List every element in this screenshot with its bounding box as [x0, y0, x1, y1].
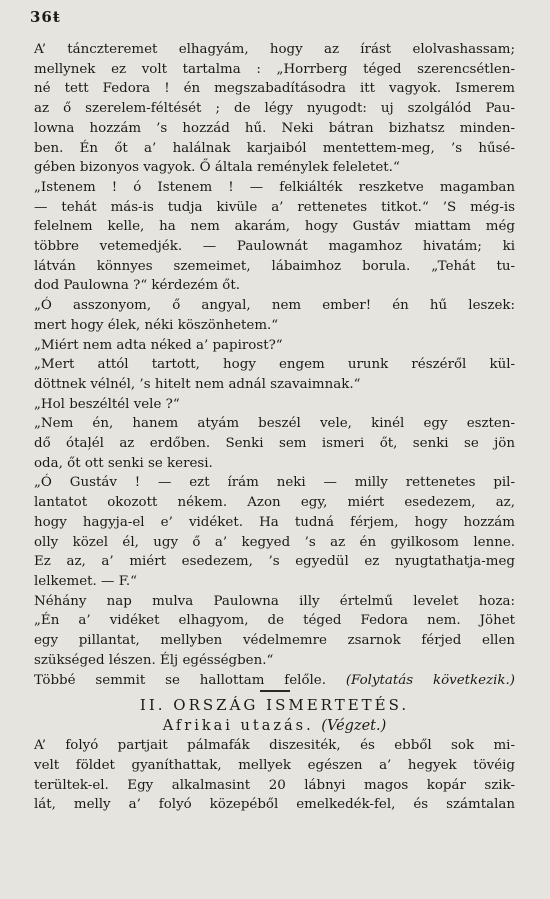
text-line: hogy hagyja-el e’ vidéket. Ha tudná férjem, hogy hozzám — [34, 514, 515, 530]
text-line: Ez az, a’ miért esedezem, ’s egyedül ez nyugtathatja-meg — [34, 554, 515, 570]
closing-line — [34, 671, 515, 691]
subheading-text: Afrikai utazás. — [162, 718, 322, 735]
text-line: többre vetemedjék. — Paulownát magamhoz hivatám; ki — [34, 239, 515, 255]
text-line: „Istenem ! ó Istenem ! — felkiálték reszketve magamban — [34, 179, 515, 195]
text-line: dod Paulowna ?“ kérdezém őt. — [34, 278, 240, 294]
page-body — [34, 40, 515, 815]
text-line: „Hol beszéltél vele ?“ — [34, 396, 180, 412]
text-line: né tett Fedora ! én megszabadításodra itt vagyok. Ismerem — [34, 81, 515, 97]
text-line: oda, őt ott senki se keresi. — [34, 455, 213, 471]
text-line: lowna hozzám ’s hozzád hű. Neki bátran bizhatsz minden- — [34, 120, 515, 136]
page-number: 36ŧ — [30, 8, 61, 26]
text-line: „Ó Gustáv ! — ezt írám neki — milly rettenetes pil- — [34, 475, 515, 491]
text-line: — tehát más-is tudja kivüle a’ rettenetes titkot.“ ’S még-is — [34, 199, 515, 215]
text-line: A’ folyó partjait pálmafák diszesiték, és ebből sok mi- — [34, 738, 515, 754]
text-line: lelkemet. — F.“ — [34, 573, 137, 589]
text-line: Néhány nap mulva Paulowna illy értelmű levelet hoza: — [34, 593, 515, 609]
handwritten-subheading-note: (Végzet.) — [321, 718, 387, 735]
text-line: gében bizonyos vagyok. Ő általa reménylek feleletet.“ — [34, 160, 400, 176]
text-line: lát, melly a’ folyó közepéből emelkedék-fel, és számtalan — [34, 797, 515, 813]
text-line: terültek-el. Egy alkalmasint 20 lábnyi magos kopár szik- — [34, 777, 515, 793]
text-line: felelnem kelle, ha nem akarám, hogy Gustáv miattam még — [34, 219, 515, 235]
section-rule — [260, 690, 290, 692]
text-line: ben. Én őt a’ halálnak karjaiból mentettem-meg, ’s hűsé- — [34, 140, 515, 156]
text-line: mert hogy élek, néki köszönhetem.“ — [34, 317, 279, 333]
section-subheading — [34, 716, 515, 736]
text-line: az ő szerelem-féltését ; de légy nyugodt: uj szolgálód Pau- — [34, 101, 515, 117]
text-line: lantatot okozott nékem. Azon egy, miért esedezem, az, — [34, 495, 515, 511]
text-line: „Miért nem adta néked a’ papirost?“ — [34, 337, 283, 353]
handwritten-continuation-note: (Folytatás következik.) — [345, 672, 515, 688]
closing-text: Többé semmit se hallottam felőle. — [34, 672, 346, 688]
text-line: szükséged lészen. Élj egésségben.“ — [34, 652, 274, 668]
text-line: döttnek vélnél, ’s hitelt nem adnál szavaimnak.“ — [34, 376, 361, 392]
text-line: egy pillantat, mellyben védelmemre zsarnok férjed ellen — [34, 633, 515, 649]
section-heading: II. ORSZÁG ISMERTETÉS. — [139, 696, 410, 715]
text-line: „Mert attól tartott, hogy engem urunk részéről kül- — [34, 357, 515, 373]
text-line: látván könnyes szemeimet, lábaimhoz borula. „Tehát tu- — [34, 258, 515, 274]
text-line: olly közel él, ugy ő a’ kegyed ’s az én gyilkosom lenne. — [34, 534, 515, 550]
text-line: dő ótaļél az erdőben. Senki sem ismeri őt, senki se jön — [34, 436, 515, 452]
text-line: velt földet gyaníthattak, mellyek egészen a’ hegyek tövéig — [34, 757, 515, 773]
text-line: „Nem én, hanem atyám beszél vele, kinél egy eszten- — [34, 416, 515, 432]
text-line: „Ó asszonyom, ő angyal, nem ember! én hű leszek: — [34, 298, 515, 314]
text-line: A’ tánczteremet elhagyám, hogy az írást elolvashassam; — [34, 42, 515, 57]
text-line: „Én a’ vidéket elhagyom, de téged Fedora nem. Jöhet — [34, 613, 515, 629]
text-line: mellynek ez volt tartalma : „Horrberg téged szerencsétlen- — [34, 61, 515, 77]
